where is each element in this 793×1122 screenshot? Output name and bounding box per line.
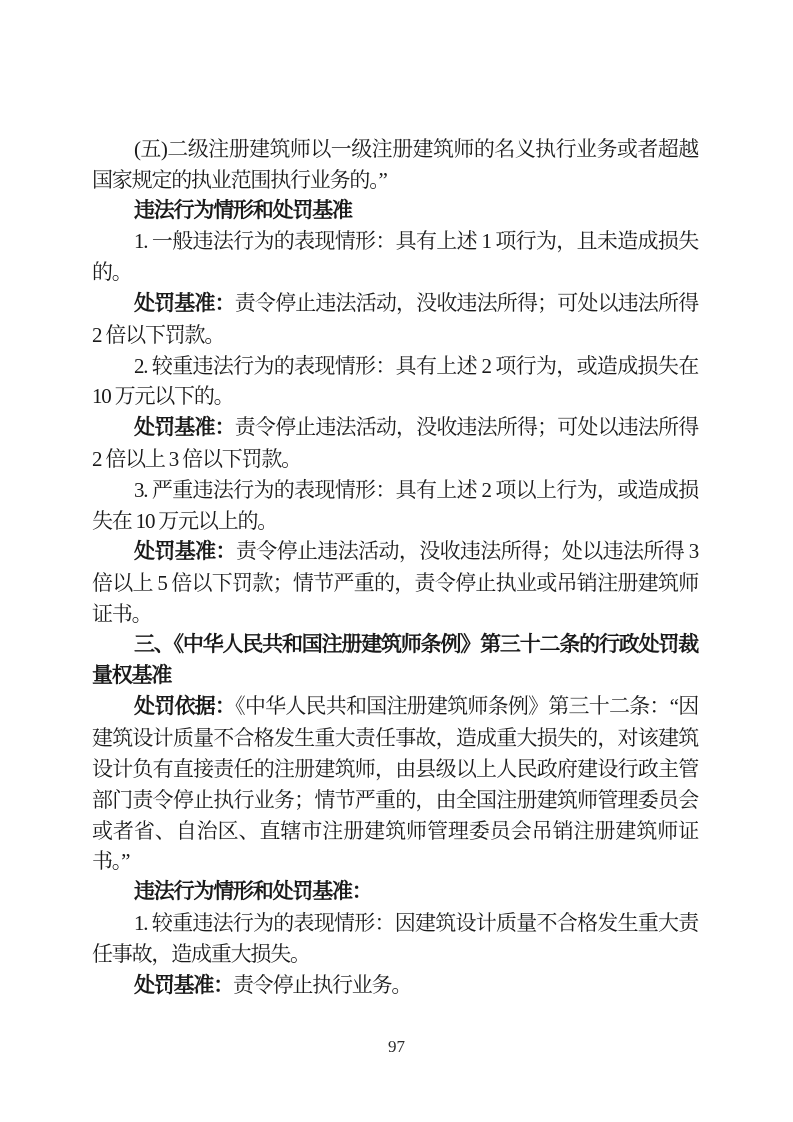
body-paragraph xyxy=(92,970,698,1002)
page-footer xyxy=(0,1036,793,1058)
bold-text-run: 处罚依据： xyxy=(134,695,236,719)
section-heading xyxy=(92,196,698,227)
bold-text-run: 处罚基准： xyxy=(134,291,235,315)
text-run: 责令停止违法活动，没收违法所得；可处以违法所得 2 倍以下罚款。 xyxy=(92,290,698,347)
body-paragraph xyxy=(92,351,698,413)
document-body xyxy=(92,134,698,1001)
text-run: 1. 较重违法行为的表现情形：因建筑设计质量不合格发生重大责任事故，造成重大损失。 xyxy=(92,910,698,966)
body-paragraph xyxy=(92,226,698,288)
page-number: 97 xyxy=(388,1037,405,1056)
bold-text-run: 三、《中华人民共和国注册建筑师条例》第三十二条的行政处罚裁量权基准 xyxy=(92,632,698,687)
text-run: 责令停止执行业务。 xyxy=(233,972,412,997)
body-paragraph xyxy=(92,908,698,970)
bold-text-run: 违法行为情形和处罚基准： xyxy=(134,880,372,904)
section-heading xyxy=(92,877,698,908)
section-heading xyxy=(92,630,698,692)
body-paragraph xyxy=(92,134,698,196)
body-paragraph xyxy=(92,475,698,537)
text-run: 责令停止违法活动，没收违法所得；处以违法所得 3 倍以上 5 倍以下罚款；情节严重的，责令停止执业或吊销注册建筑师证书。 xyxy=(92,539,699,626)
bold-text-run: 处罚基准： xyxy=(134,540,236,564)
body-paragraph xyxy=(92,536,698,629)
text-run: 责令停止违法活动，没收违法所得；可处以违法所得 2 倍以上 3 倍以下罚款。 xyxy=(92,415,698,471)
bold-text-run: 违法行为情形和处罚基准 xyxy=(134,198,352,222)
text-run: 2. 较重违法行为的表现情形：具有上述 2 项行为，或造成损失在 10 万元以下的。 xyxy=(92,353,698,409)
body-paragraph xyxy=(92,288,698,351)
text-run: 3. 严重违法行为的表现情形：具有上述 2 项以上行为，或造成损失在 10 万元以上的。 xyxy=(92,477,698,533)
body-paragraph xyxy=(92,412,698,475)
text-run: (五)二级注册建筑师以一级注册建筑师的名义执行业务或者超越国家规定的执业范围执行业务的。” xyxy=(92,137,698,192)
bold-text-run: 处罚基准： xyxy=(134,973,233,997)
text-run: 1. 一般违法行为的表现情形：具有上述 1 项行为，且未造成损失的。 xyxy=(92,229,698,285)
bold-text-run: 处罚基准： xyxy=(134,416,235,440)
text-run: 《中华人民共和国注册建筑师条例》第三十二条：“因建筑设计质量不合格发生重大责任事故，造成重大损失的，对该建筑设计负有直接责任的注册建筑师，由县级以上人民政府建设行政主管部门责令停止执行业务；情节严重的，由全国注册建筑师管理委员会或者省、自治区、直辖市注册建筑师管理委员会吊销注册建筑师证书。” xyxy=(92,694,698,874)
body-paragraph xyxy=(92,691,698,877)
